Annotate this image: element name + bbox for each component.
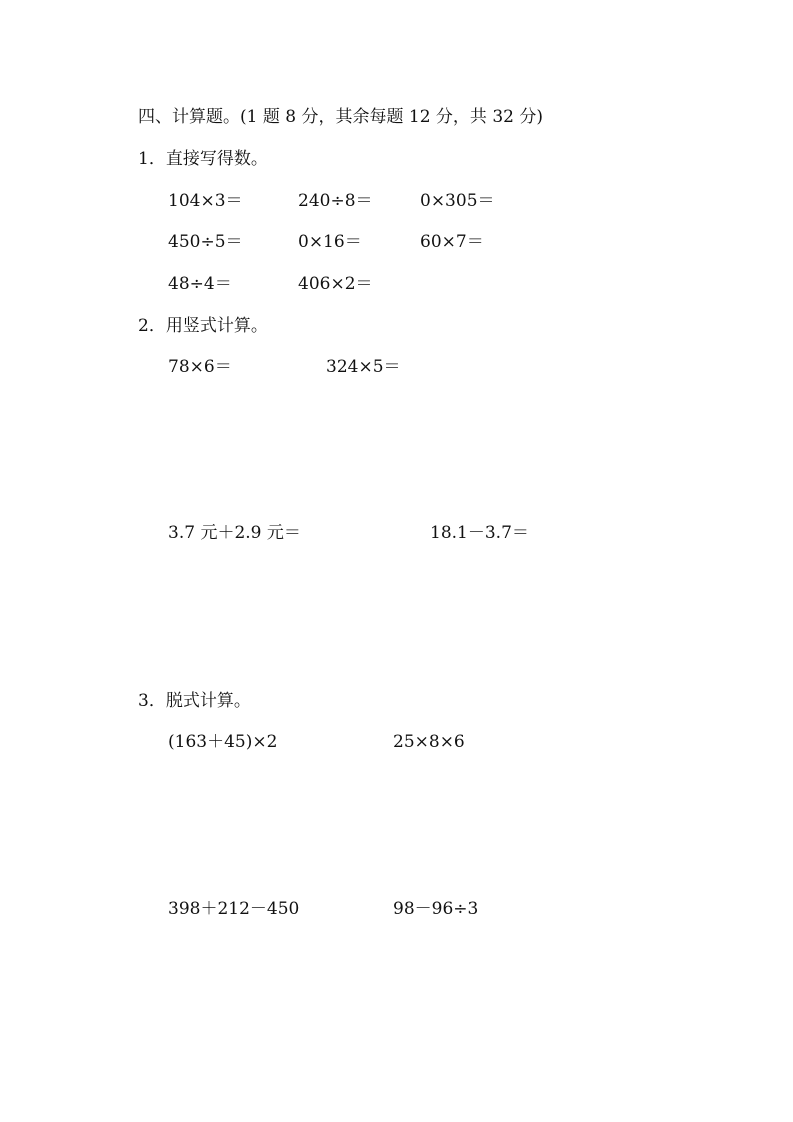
q2-item-4: 18.1－3.7＝ (430, 523, 529, 543)
q3-item-4: 98－96÷3 (393, 899, 479, 919)
q2-item-1: 78×6＝ (168, 357, 232, 377)
q1-item-6: 60×7＝ (420, 232, 484, 252)
q3-item-2: 25×8×6 (393, 732, 465, 752)
q1-item-4: 450÷5＝ (168, 232, 243, 252)
section-title: 四、计算题。(1 题 8 分，其余每题 12 分，共 32 分) (138, 107, 543, 127)
q2-title: 2．用竖式计算。 (138, 316, 268, 336)
q3-title: 3．脱式计算。 (138, 691, 251, 711)
q3-item-1: (163＋45)×2 (168, 732, 278, 752)
q1-item-2: 240÷8＝ (298, 191, 373, 211)
q1-item-8: 406×2＝ (298, 274, 373, 294)
q1-item-5: 0×16＝ (298, 232, 362, 252)
q1-title: 1．直接写得数。 (138, 149, 268, 169)
q1-item-3: 0×305＝ (420, 191, 495, 211)
q3-item-3: 398＋212－450 (168, 899, 300, 919)
q1-item-7: 48÷4＝ (168, 274, 232, 294)
q1-item-1: 104×3＝ (168, 191, 243, 211)
q2-item-3: 3.7 元＋2.9 元＝ (168, 523, 301, 543)
q2-item-2: 324×5＝ (326, 357, 401, 377)
